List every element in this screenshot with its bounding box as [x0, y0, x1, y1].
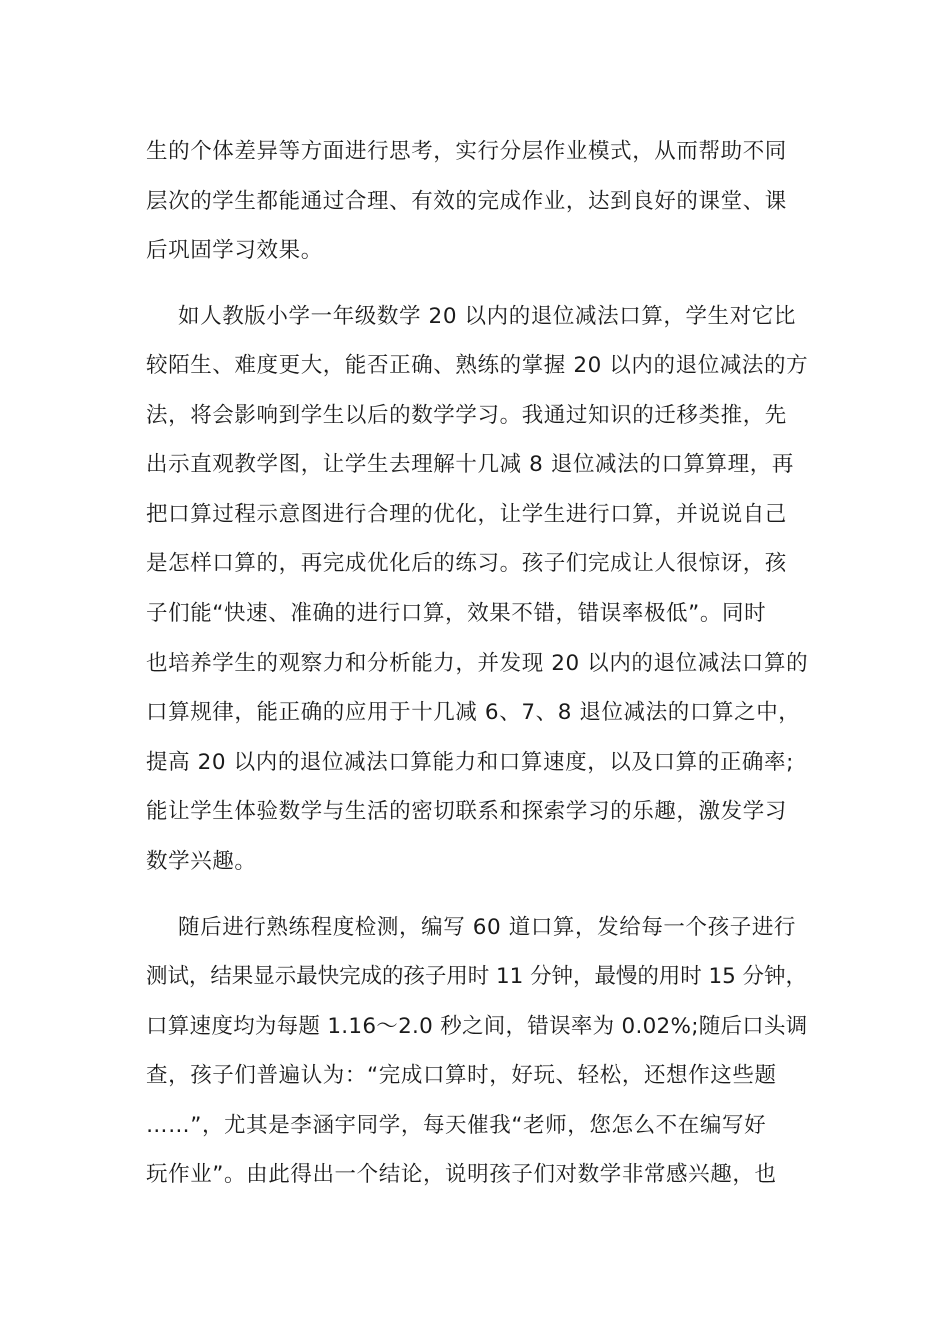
- text-line: 法，将会影响到学生以后的数学学习。我通过知识的迁移类推，先: [146, 403, 787, 428]
- text-line: 玩作业”。由此得出一个结论，说明孩子们对数学非常感兴趣，也: [146, 1162, 777, 1187]
- text-line: 口算规律，能正确的应用于十几减 6、7、8 退位减法的口算之中，: [146, 700, 801, 725]
- text-line: 生的个体差异等方面进行思考，实行分层作业模式，从而帮助不同: [146, 139, 787, 164]
- text-line: 查，孩子们普遍认为：“完成口算时，好玩、轻松，还想作这些题: [146, 1063, 777, 1088]
- text-line: 子们能“快速、准确的进行口算，效果不错，错误率极低”。同时: [146, 601, 767, 626]
- text-line: 出示直观教学图，让学生去理解十几减 8 退位减法的口算算理，再: [146, 452, 794, 477]
- text-line: 较陌生、难度更大，能否正确、熟练的掌握 20 以内的退位减法的方: [146, 353, 809, 378]
- text-line: 是怎样口算的，再完成优化后的练习。孩子们完成让人很惊讶，孩: [146, 551, 787, 576]
- text-line: 随后进行熟练程度检测，编写 60 道口算，发给每一个孩子进行: [178, 915, 797, 940]
- text-line: 测试，结果显示最快完成的孩子用时 11 分钟，最慢的用时 15 分钟，: [146, 964, 807, 989]
- text-line: 也培养学生的观察力和分析能力，并发现 20 以内的退位减法口算的: [146, 651, 809, 676]
- text-line: ……”，尤其是李涵宇同学，每天催我“老师，您怎么不在编写好: [146, 1113, 767, 1138]
- text-line: 口算速度均为每题 1.16～2.0 秒之间，错误率为 0.02%;随后口头调: [146, 1014, 808, 1039]
- text-line: 后巩固学习效果。: [146, 238, 323, 263]
- text-line: 提高 20 以内的退位减法口算能力和口算速度，以及口算的正确率;: [146, 750, 794, 775]
- text-line: 如人教版小学一年级数学 20 以内的退位减法口算，学生对它比: [178, 304, 797, 329]
- text-line: 把口算过程示意图进行合理的优化，让学生进行口算，并说说自己: [146, 502, 787, 527]
- text-line: 数学兴趣。: [146, 849, 257, 874]
- text-line: 层次的学生都能通过合理、有效的完成作业，达到良好的课堂、课: [146, 189, 787, 214]
- text-line: 能让学生体验数学与生活的密切联系和探索学习的乐趣，激发学习: [146, 799, 787, 824]
